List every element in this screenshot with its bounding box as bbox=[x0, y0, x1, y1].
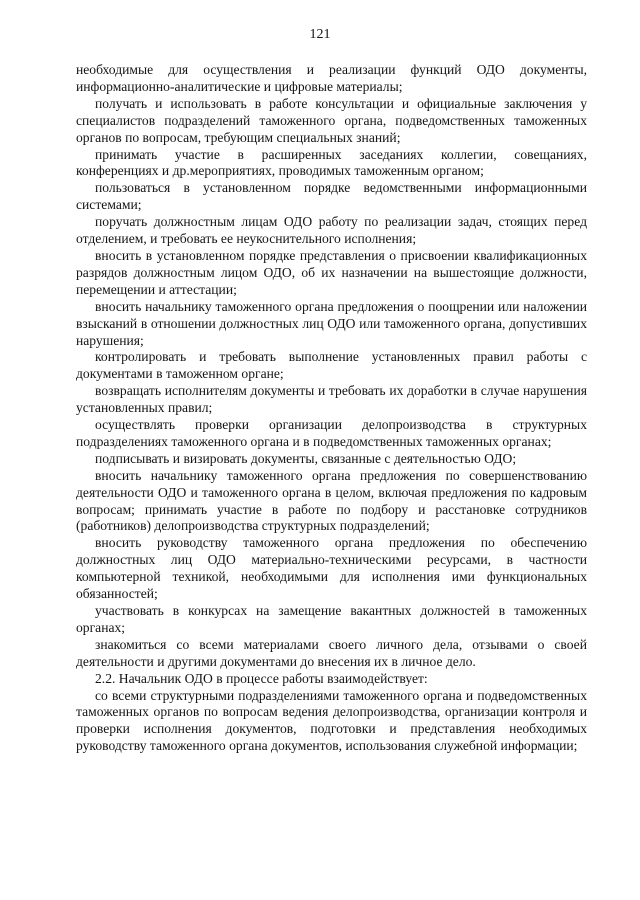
paragraph: вносить руководству таможенного органа предложения по обеспечению должностных лиц ОДО материально-техническими ресурсами, в частности компьютерной техникой, необходимыми для исполнения ими функциональных обязанностей; bbox=[76, 535, 587, 602]
paragraph: вносить начальнику таможенного органа предложения по совершенствованию деятельности ОДО и таможенного органа в целом, включая предложения по кадровым вопросам; принимать участие в работе по подбору и расстановке сотрудников (работников) делопроизводства структурных подразделений; bbox=[76, 467, 587, 534]
paragraph: поручать должностным лицам ОДО работу по реализации задач, стоящих перед отделением, и требовать ее неукоснительного исполнения; bbox=[76, 214, 587, 247]
section-heading-paragraph: 2.2. Начальник ОДО в процессе работы взаимодействует: bbox=[95, 670, 428, 686]
paragraph: принимать участие в расширенных заседаниях коллегии, совещаниях, конференциях и др.мероприятиях, проводимых таможенным органом; bbox=[76, 146, 587, 179]
paragraph: получать и использовать в работе консультации и официальные заключения у специалистов подразделений таможенного органа, подведомственных таможенных органов по вопросам, требующим специальных знаний; bbox=[76, 95, 587, 145]
paragraph: вносить в установленном порядке представления о присвоении квалификационных разрядов должностным лицом ОДО, об их назначении на вышестоящие должности, перемещении и аттестации; bbox=[76, 247, 587, 297]
paragraph: вносить начальнику таможенного органа предложения о поощрении или наложении взысканий в отношении должностных лиц ОДО или таможенного органа, допустивших нарушения; bbox=[76, 298, 587, 348]
paragraph: подписывать и визировать документы, связанные с деятельностью ОДО; bbox=[95, 450, 517, 466]
paragraph: знакомиться со всеми материалами своего личного дела, отзывами о своей деятельности и другими документами до внесения их в личное дело. bbox=[76, 636, 587, 669]
page-number: 121 bbox=[309, 27, 331, 42]
paragraph: пользоваться в установленном порядке ведомственными информационными системами; bbox=[76, 180, 587, 213]
paragraph: контролировать и требовать выполнение установленных правил работы с документами в таможенном органе; bbox=[76, 349, 587, 382]
paragraph: необходимые для осуществления и реализации функций ОДО документы, информационно-аналитические и цифровые материалы; bbox=[76, 62, 587, 94]
paragraph: со всеми структурными подразделениями таможенного органа и подведомственных таможенных органов по вопросам ведения делопроизводства, организации контроля и проверки исполнения документов, подготовки и представления необходимых руководству таможенного органа документов, использования служебной информации; bbox=[76, 687, 587, 754]
document-body bbox=[76, 62, 587, 755]
paragraph: возвращать исполнителям документы и требовать их доработки в случае нарушения установленных правил; bbox=[76, 383, 587, 416]
paragraph: осуществлять проверки организации делопроизводства в структурных подразделениях таможенного органа и в подведомственных таможенных органах; bbox=[76, 417, 587, 449]
paragraph: участвовать в конкурсах на замещение вакантных должностей в таможенных органах; bbox=[76, 603, 587, 635]
